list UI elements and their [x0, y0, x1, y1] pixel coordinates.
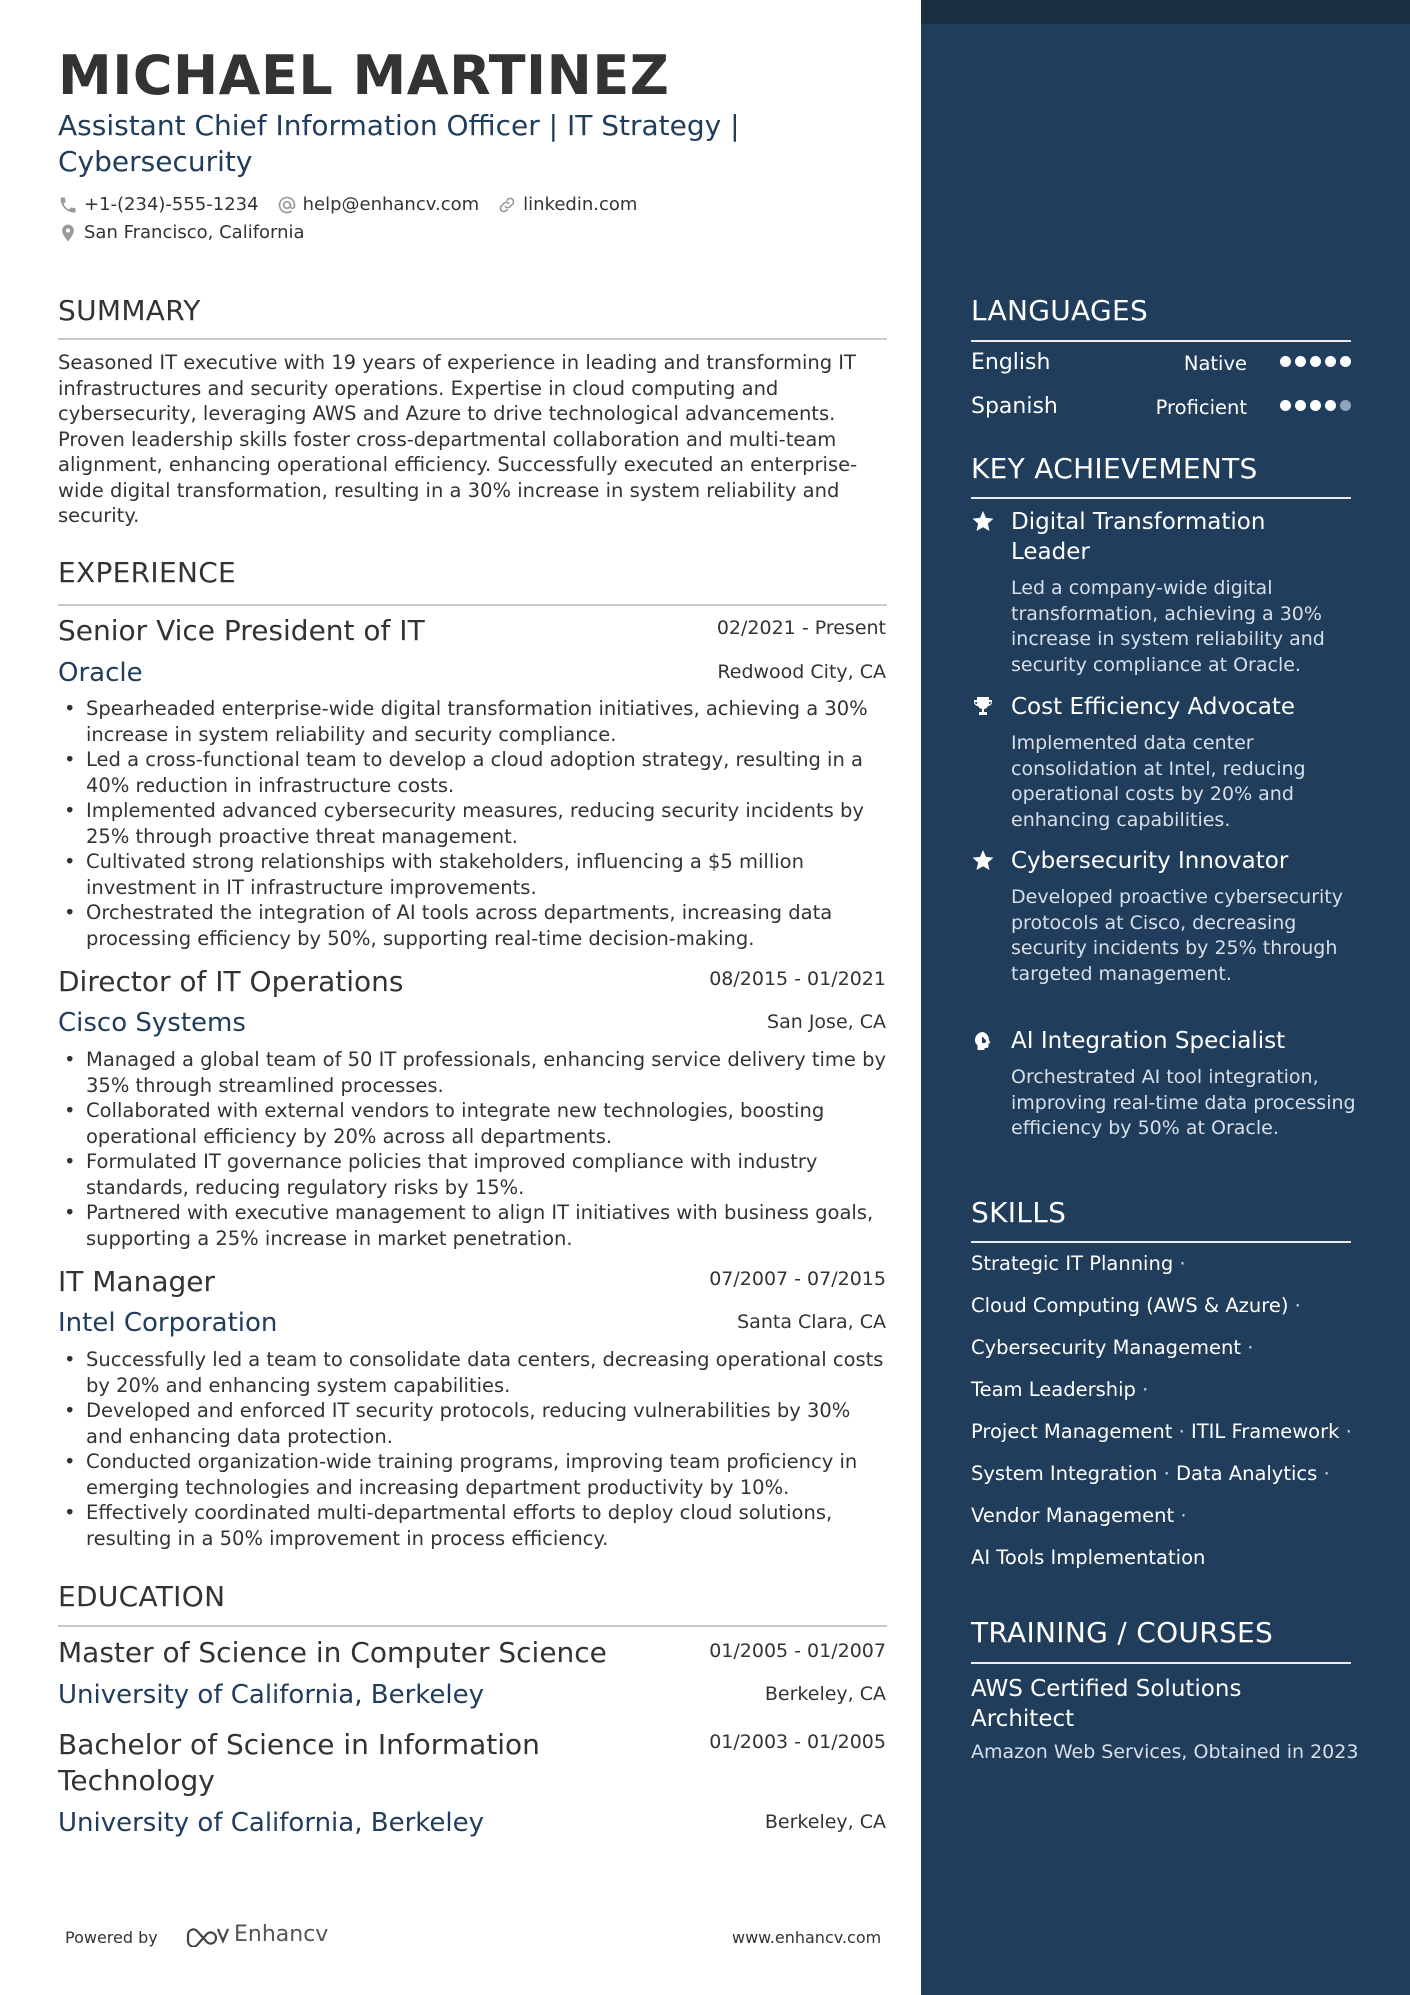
- achievement-title: Digital Transformation Leader: [1011, 509, 1266, 565]
- education-heading: EDUCATION: [58, 1580, 226, 1613]
- trophy-icon: [971, 694, 995, 718]
- job-dates: 08/2015 - 01/2021: [709, 968, 886, 990]
- skill-item: Strategic IT Planning: [971, 1252, 1174, 1275]
- rating-dot-filled: [1310, 356, 1321, 367]
- summary-rule: [58, 338, 887, 340]
- job-title: IT Manager: [58, 1265, 215, 1298]
- skill-separator: ·: [1135, 1378, 1149, 1401]
- job-bullet: • Formulated IT governance policies that improved compliance with industry standards, reducing regulatory risks by 15%.: [58, 1149, 890, 1200]
- skill-row: [971, 1502, 1361, 1544]
- job-dates: 07/2007 - 07/2015: [709, 1268, 886, 1290]
- skill-row: [971, 1418, 1361, 1460]
- rating-dot-filled: [1280, 400, 1291, 411]
- star-icon: [971, 848, 995, 872]
- skill-item: System Integration: [971, 1462, 1158, 1485]
- powered-by-label: Powered by: [65, 1928, 158, 1947]
- contact-row-1: [58, 194, 655, 215]
- location-contact: [58, 222, 305, 243]
- star-icon: [971, 509, 995, 533]
- skill-separator: ·: [1173, 1252, 1186, 1275]
- education-rule: [58, 1625, 887, 1627]
- footer-url[interactable]: www.enhancv.com: [732, 1928, 882, 1947]
- skill-item: AI Tools Implementation: [971, 1546, 1206, 1569]
- achievement-title: Cybersecurity Innovator: [1011, 848, 1289, 874]
- edu-location: Berkeley, CA: [764, 1683, 886, 1705]
- email-text: help@enhancv.com: [302, 194, 480, 215]
- training-heading: TRAINING / COURSES: [971, 1616, 1274, 1649]
- skill-separator: ·: [1172, 1420, 1191, 1443]
- candidate-title: Assistant Chief Information Officer | IT Strategy | Cybersecurity: [58, 109, 740, 178]
- achievement-title: AI Integration Specialist: [1011, 1028, 1286, 1054]
- language-row: [971, 350, 1351, 375]
- edu-dates: 01/2005 - 01/2007: [709, 1640, 886, 1662]
- job-location: San Jose, CA: [767, 1011, 886, 1033]
- summary-heading: SUMMARY: [58, 294, 201, 327]
- job-bullet: • Managed a global team of 50 IT professionals, enhancing service delivery time by 35% through streamlined processes.: [58, 1047, 890, 1098]
- language-rating: [1276, 400, 1351, 411]
- job-location: Santa Clara, CA: [737, 1311, 886, 1333]
- linkedin-contact[interactable]: [497, 194, 637, 215]
- rating-dot-filled: [1325, 400, 1336, 411]
- skill-item: Cloud Computing (AWS & Azure): [971, 1294, 1289, 1317]
- language-name: Spanish: [971, 394, 1058, 419]
- job-bullet: • Cultivated strong relationships with stakeholders, influencing a $5 million investment in IT infrastructure improvements.: [58, 849, 890, 900]
- sidebar-top-band: [921, 0, 1410, 24]
- language-row: [971, 394, 1351, 419]
- job-bullet: • Conducted organization-wide training programs, improving team proficiency in emerging technologies and increasing department productivity by 10%.: [58, 1449, 890, 1500]
- skill-separator: ·: [1174, 1504, 1187, 1527]
- enhancv-logo[interactable]: [184, 1922, 328, 1947]
- job-bullets: [58, 1347, 890, 1551]
- candidate-name: MICHAEL MARTINEZ: [58, 44, 670, 107]
- skill-row: [971, 1250, 1361, 1292]
- summary-text: Seasoned IT executive with 19 years of experience in leading and transforming IT infrastructures and security operations. Expertise in cloud computing and cybersecurity, leveraging AWS and Azure to drive technological advancements. Proven leadership skills foster cross-departmental collaboration and multi-team alignment, enhancing operational efficiency. Successfully executed an enterprise-wide digital transformation, resulting in a 30% increase in system reliability and security.: [58, 351, 858, 527]
- job-bullet: • Successfully led a team to consolidate data centers, decreasing operational costs by 20% and enhancing system capabilities.: [58, 1347, 890, 1398]
- enhancv-brand: Enhancv: [234, 1922, 329, 1947]
- rating-dot-empty: [1340, 400, 1351, 411]
- achievement-desc: Developed proactive cybersecurity protocols at Cisco, decreasing security incidents by 25% through targeted management.: [1011, 886, 1343, 985]
- skill-row: [971, 1376, 1361, 1418]
- phone-contact[interactable]: [58, 194, 259, 215]
- training-rule: [971, 1662, 1351, 1664]
- experience-heading: EXPERIENCE: [58, 556, 237, 589]
- skill-separator: ·: [1241, 1336, 1254, 1359]
- job-company: Intel Corporation: [58, 1308, 278, 1338]
- job-bullet: • Spearheaded enterprise-wide digital transformation initiatives, achieving a 30% increase in system reliability and security compliance.: [58, 696, 890, 747]
- brain-icon: [971, 1029, 995, 1053]
- job-bullets: [58, 1047, 890, 1251]
- achievement-desc: Orchestrated AI tool integration, improving real-time data processing efficiency by 50% at Oracle.: [1011, 1066, 1356, 1139]
- job-title: Senior Vice President of IT: [58, 614, 425, 647]
- enhancv-logo-icon: [184, 1923, 230, 1947]
- skill-row: [971, 1460, 1361, 1502]
- linkedin-text: linkedin.com: [523, 194, 638, 215]
- job-bullet: • Orchestrated the integration of AI tools across departments, increasing data processing efficiency by 50%, supporting real-time decision-making.: [58, 900, 890, 951]
- language-rating: [1276, 356, 1351, 367]
- achievement-title: Cost Efficiency Advocate: [1011, 694, 1296, 720]
- course-desc: Amazon Web Services, Obtained in 2023: [971, 1741, 1359, 1763]
- rating-dot-filled: [1340, 356, 1351, 367]
- rating-dot-filled: [1280, 356, 1291, 367]
- skill-separator: ·: [1288, 1294, 1301, 1317]
- rating-dot-filled: [1295, 356, 1306, 367]
- job-bullet: • Implemented advanced cybersecurity measures, reducing security incidents by 25% through proactive threat management.: [58, 798, 890, 849]
- skill-row: [971, 1334, 1361, 1376]
- job-title: Director of IT Operations: [58, 965, 404, 998]
- language-name: English: [971, 350, 1051, 375]
- job-bullet: • Developed and enforced IT security protocols, reducing vulnerabilities by 30% and enhancing data protection.: [58, 1398, 890, 1449]
- skill-row: [971, 1292, 1361, 1334]
- skill-item: Data Analytics: [1175, 1462, 1318, 1485]
- location-text: San Francisco, California: [84, 222, 305, 243]
- edu-school: University of California, Berkeley: [58, 1680, 484, 1710]
- achievements-rule: [971, 497, 1351, 499]
- phone-text: +1-(234)-555-1234: [84, 194, 259, 215]
- language-level-text: Native: [1183, 352, 1247, 375]
- languages-rule: [971, 340, 1351, 342]
- skill-item: Vendor Management: [971, 1504, 1175, 1527]
- job-location: Redwood City, CA: [717, 661, 886, 683]
- link-icon: [497, 195, 517, 215]
- skill-row: [971, 1544, 1361, 1586]
- job-company: Cisco Systems: [58, 1008, 246, 1038]
- edu-school: University of California, Berkeley: [58, 1808, 484, 1838]
- achievement-desc: Led a company-wide digital transformation, achieving a 30% increase in system reliability and security compliance at Oracle.: [1011, 577, 1325, 676]
- job-bullets: [58, 696, 890, 951]
- skills-heading: SKILLS: [971, 1196, 1067, 1229]
- rating-dot-filled: [1325, 356, 1336, 367]
- job-dates: 02/2021 - Present: [716, 617, 886, 639]
- languages-heading: LANGUAGES: [971, 294, 1149, 327]
- skill-item: ITIL Framework: [1190, 1420, 1340, 1443]
- course-title: AWS Certified Solutions Architect: [971, 1676, 1242, 1732]
- skill-item: Project Management: [971, 1420, 1173, 1443]
- job-bullet: • Led a cross-functional team to develop a cloud adoption strategy, resulting in a 40% reduction in infrastructure costs.: [58, 747, 890, 798]
- contact-row-2: [58, 222, 323, 243]
- skill-item: Team Leadership: [971, 1378, 1136, 1401]
- experience-rule: [58, 604, 887, 606]
- rating-dot-filled: [1310, 400, 1321, 411]
- skill-item: Cybersecurity Management: [971, 1336, 1242, 1359]
- at-icon: [277, 195, 297, 215]
- skill-separator: ·: [1157, 1462, 1176, 1485]
- email-contact[interactable]: [277, 194, 480, 215]
- edu-degree: Bachelor of Science in Information Technology: [58, 1728, 540, 1797]
- job-bullet: • Partnered with executive management to align IT initiatives with business goals, supporting a 25% increase in market penetration.: [58, 1200, 890, 1251]
- achievements-heading: KEY ACHIEVEMENTS: [971, 452, 1258, 485]
- job-company: Oracle: [58, 658, 143, 688]
- language-level-text: Proficient: [1155, 396, 1247, 419]
- rating-dot-filled: [1295, 400, 1306, 411]
- job-bullet: • Collaborated with external vendors to integrate new technologies, boosting operational efficiency by 20% across all departments.: [58, 1098, 890, 1149]
- location-pin-icon: [58, 223, 78, 243]
- skill-separator: ·: [1339, 1420, 1352, 1443]
- skill-separator: ·: [1317, 1462, 1330, 1485]
- job-bullet: • Effectively coordinated multi-departmental efforts to deploy cloud solutions, resulting in a 50% improvement in process efficiency.: [58, 1500, 890, 1551]
- phone-icon: [58, 195, 78, 215]
- achievement-desc: Implemented data center consolidation at Intel, reducing operational costs by 20% and enhancing capabilities.: [1011, 732, 1306, 831]
- skills-list: [971, 1250, 1361, 1586]
- edu-location: Berkeley, CA: [764, 1811, 886, 1833]
- edu-dates: 01/2003 - 01/2005: [709, 1731, 886, 1753]
- edu-degree: Master of Science in Computer Science: [58, 1636, 607, 1669]
- skills-rule: [971, 1241, 1351, 1243]
